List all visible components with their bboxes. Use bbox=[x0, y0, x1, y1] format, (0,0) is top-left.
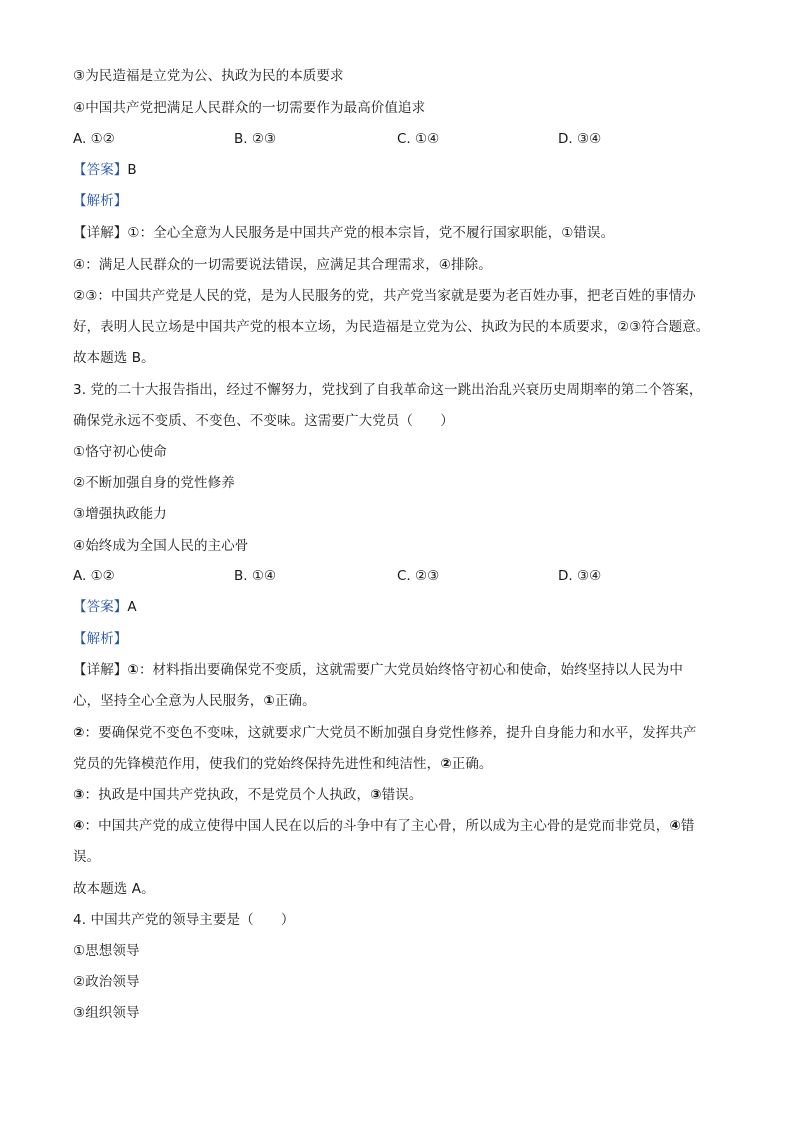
q3-option-b: B. ①④ bbox=[234, 568, 277, 584]
detail-mark: ① bbox=[127, 662, 139, 678]
q4-item-1: ①思想领导 bbox=[73, 943, 140, 959]
q2-item-3: ③为民造福是立党为公、执政为民的本质要求 bbox=[73, 68, 344, 84]
q2-option-b: B. ②③ bbox=[234, 131, 277, 147]
detail-text: 党员的先锋模范作用，使我们的党始终保持先进性和纯洁性， bbox=[73, 756, 441, 772]
detail-text: 错误。 bbox=[381, 787, 423, 803]
detail-tag: 【详解】 bbox=[73, 662, 128, 678]
q3-options bbox=[73, 567, 733, 585]
detail-mark: ④ bbox=[73, 818, 85, 834]
q3-item-1: ①恪守初心使命 bbox=[73, 444, 167, 460]
analysis-tag: 【解析】 bbox=[73, 193, 128, 209]
answer-tag: 【答案】 bbox=[73, 599, 128, 615]
q2-option-c: C. ①④ bbox=[397, 131, 440, 147]
q3-item-4: ④始终成为全国人民的主心骨 bbox=[73, 538, 249, 554]
q3-stem-line-2: 确保党永远不变质、不变色、不变味。这需要广大党员（ ） bbox=[73, 413, 454, 429]
q2-detail-line-4: 好，表明人民立场是中国共产党的根本立场，为民造福是立党为公、执政为民的本质要求，②③符合题意。 bbox=[73, 319, 710, 335]
q4-item-2: ②政治领导 bbox=[73, 974, 140, 990]
q3-conclusion: 故本题选 A。 bbox=[73, 881, 155, 897]
q2-options bbox=[73, 130, 733, 148]
detail-mark: ③ bbox=[370, 787, 382, 803]
detail-tag: 【详解】 bbox=[73, 225, 128, 241]
q2-detail-line-1 bbox=[73, 224, 614, 242]
q2-option-d: D. ③④ bbox=[558, 131, 602, 147]
q3-detail-4-line-2: 误。 bbox=[73, 849, 101, 865]
detail-text: ：要确保党不变色不变味，这就要求广大党员不断加强自身党性修养，提升自身能力和水平，发挥共产 bbox=[84, 725, 697, 741]
q2-conclusion: 故本题选 B。 bbox=[73, 350, 155, 366]
q3-stem-line-1: 3. 党的二十大报告指出，经过不懈努力，党找到了自我革命这一跳出治乱兴衰历史周期率的第二个答案， bbox=[73, 382, 703, 398]
detail-text: ：材料指出要确保党不变质，这就需要广大党员始终恪守初心和使命，始终坚持以人民为中 bbox=[138, 662, 683, 678]
detail-text: 心，坚持全心全意为人民服务， bbox=[73, 693, 264, 709]
q2-detail-line-2: ④：满足人民群众的一切需要说法错误，应满足其合理需求，④排除。 bbox=[73, 257, 492, 273]
q2-detail-line-3: ②③：中国共产党是人民的党，是为人民服务的党，共产党当家就是要为老百姓办事，把老百姓的事情办 bbox=[73, 288, 696, 304]
q2-item-4: ④中国共产党把满足人民群众的一切需要作为最高价值追求 bbox=[73, 100, 426, 116]
answer-tag: 【答案】 bbox=[73, 162, 128, 178]
detail-text: ①：全心全意为人民服务是中国共产党的根本宗旨，党不履行国家职能，①错误。 bbox=[127, 225, 615, 241]
q3-detail-4-line-1 bbox=[73, 817, 694, 835]
detail-text: ：中国共产党的成立使得中国人民在以后的斗争中有了主心骨，所以成为主心骨的是党而非党员， bbox=[84, 818, 670, 834]
q3-analysis-tag bbox=[73, 630, 127, 648]
q3-option-d: D. ③④ bbox=[558, 568, 602, 584]
q2-analysis-tag bbox=[73, 192, 127, 210]
q3-item-3: ③增强执政能力 bbox=[73, 506, 167, 522]
q3-answer bbox=[73, 598, 137, 616]
detail-mark: ④ bbox=[669, 818, 681, 834]
detail-text: 正确。 bbox=[274, 693, 316, 709]
detail-mark: ① bbox=[263, 693, 275, 709]
q2-answer bbox=[73, 161, 137, 179]
q3-item-2: ②不断加强自身的党性修养 bbox=[73, 475, 235, 491]
answer-value: B bbox=[127, 162, 137, 178]
detail-mark: ② bbox=[440, 756, 452, 772]
detail-text: 错 bbox=[680, 818, 695, 834]
q3-detail-1-line-1 bbox=[73, 661, 683, 679]
q2-option-a: A. ①② bbox=[73, 131, 115, 147]
q4-item-3: ③组织领导 bbox=[73, 1005, 140, 1021]
q3-detail-2-line-2 bbox=[73, 755, 493, 773]
answer-value: A bbox=[127, 599, 137, 615]
detail-text: ：执政是中国共产党执政，不是党员个人执政， bbox=[84, 787, 371, 803]
detail-mark: ③ bbox=[73, 787, 85, 803]
q3-detail-2-line-1 bbox=[73, 724, 697, 742]
detail-text: 正确。 bbox=[451, 756, 493, 772]
q4-stem: 4. 中国共产党的领导主要是（ ） bbox=[73, 912, 295, 928]
detail-mark: ② bbox=[73, 725, 85, 741]
q3-option-a: A. ①② bbox=[73, 568, 115, 584]
q3-detail-1-line-2 bbox=[73, 692, 316, 710]
q3-detail-3 bbox=[73, 786, 422, 804]
q3-option-c: C. ②③ bbox=[397, 568, 440, 584]
analysis-tag: 【解析】 bbox=[73, 631, 128, 647]
